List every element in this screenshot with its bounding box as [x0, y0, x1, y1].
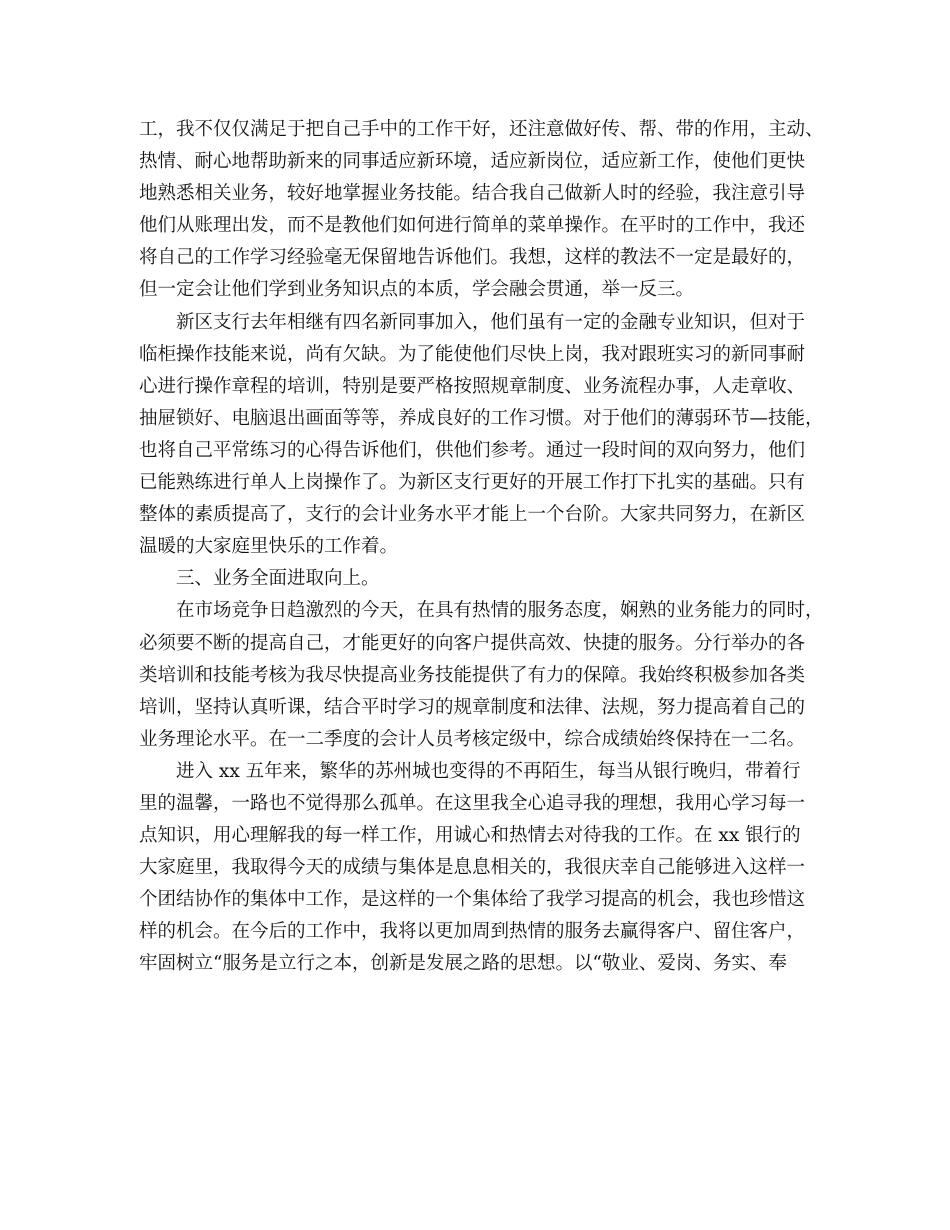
text-line: 将自己的工作学习经验毫无保留地告诉他们。我想，这样的教法不一定是最好的，	[139, 247, 806, 269]
text-line: 但一定会让他们学到业务知识点的本质，学会融会贯通，举一反三。	[139, 279, 695, 301]
text-line: 里的温馨，一路也不觉得那么孤单。在这里我全心追寻我的理想，我用心学习每一	[139, 792, 806, 814]
text-line: 临柜操作技能来说，尚有欠缺。为了能使他们尽快上岗，我对跟班实习的新同事耐	[139, 343, 806, 365]
text-line: 已能熟练进行单人上岗操作了。为新区支行更好的开展工作打下扎实的基础。只有	[139, 472, 806, 494]
text-line: 心进行操作章程的培训，特别是要严格按照规章制度、业务流程办事，人走章收、	[139, 375, 806, 397]
text-line: 牢固树立“服务是立行之本，创新是发展之路的思想。以“敬业、爱岗、务实、奉	[139, 953, 787, 975]
document-body	[139, 114, 839, 981]
text-line: 大家庭里，我取得今天的成绩与集体是息息相关的，我很庆幸自己能够进入这样一	[139, 857, 806, 879]
text-line: 类培训和技能考核为我尽快提高业务技能提供了有力的保障。我始终积极参加各类	[139, 664, 806, 686]
text-line: 也将自己平常练习的心得告诉他们，供他们参考。通过一段时间的双向努力，他们	[139, 439, 806, 461]
text-line: 工，我不仅仅满足于把自己手中的工作干好，还注意做好传、帮、带的作用，主动、	[139, 119, 824, 140]
text-line: 个团结协作的集体中工作，是这样的一个集体给了我学习提高的机会，我也珍惜这	[139, 889, 806, 911]
text-line: 培训，坚持认真听课，结合平时学习的规章制度和法律、法规，努力提高着自己的	[139, 696, 806, 718]
text-line: 点知识，用心理解我的每一样工作，用诚心和热情去对待我的工作。在 xx 银行的	[139, 825, 801, 847]
text-line: 在市场竞争日趋激烈的今天，在具有热情的服务态度，娴熟的业务能力的同时，	[139, 600, 824, 622]
text-line: 整体的素质提高了，支行的会计业务水平才能上一个台阶。大家共同努力，在新区	[139, 504, 806, 526]
text-line: 他们从账理出发，而不是教他们如何进行简单的菜单操作。在平时的工作中，我还	[139, 215, 806, 237]
text-line: 必须要不断的提高自己，才能更好的向客户提供高效、快捷的服务。分行举办的各	[139, 632, 806, 654]
text-line: 样的机会。在今后的工作中，我将以更加周到热情的服务去赢得客户、留住客户，	[139, 921, 806, 943]
text-line: 业务理论水平。在一二季度的会计人员考核定级中，综合成绩始终保持在一二名。	[139, 728, 806, 750]
text-line: 抽屉锁好、电脑退出画面等等，养成良好的工作习惯。对于他们的薄弱环节—技能，	[139, 407, 824, 429]
text-line: 热情、耐心地帮助新来的同事适应新环境，适应新岗位，适应新工作，使他们更快	[139, 151, 806, 173]
text-line: 地熟悉相关业务，较好地掌握业务技能。结合我自己做新人时的经验，我注意引导	[139, 183, 806, 205]
text-line: 新区支行去年相继有四名新同事加入，他们虽有一定的金融专业知识，但对于	[139, 311, 806, 333]
section-heading: 三、业务全面进取向上。	[139, 568, 380, 590]
text-line: 温暖的大家庭里快乐的工作着。	[139, 536, 399, 558]
text-line: 进入 xx 五年来，繁华的苏州城也变得的不再陌生，每当从银行晚归，带着行	[139, 760, 801, 782]
